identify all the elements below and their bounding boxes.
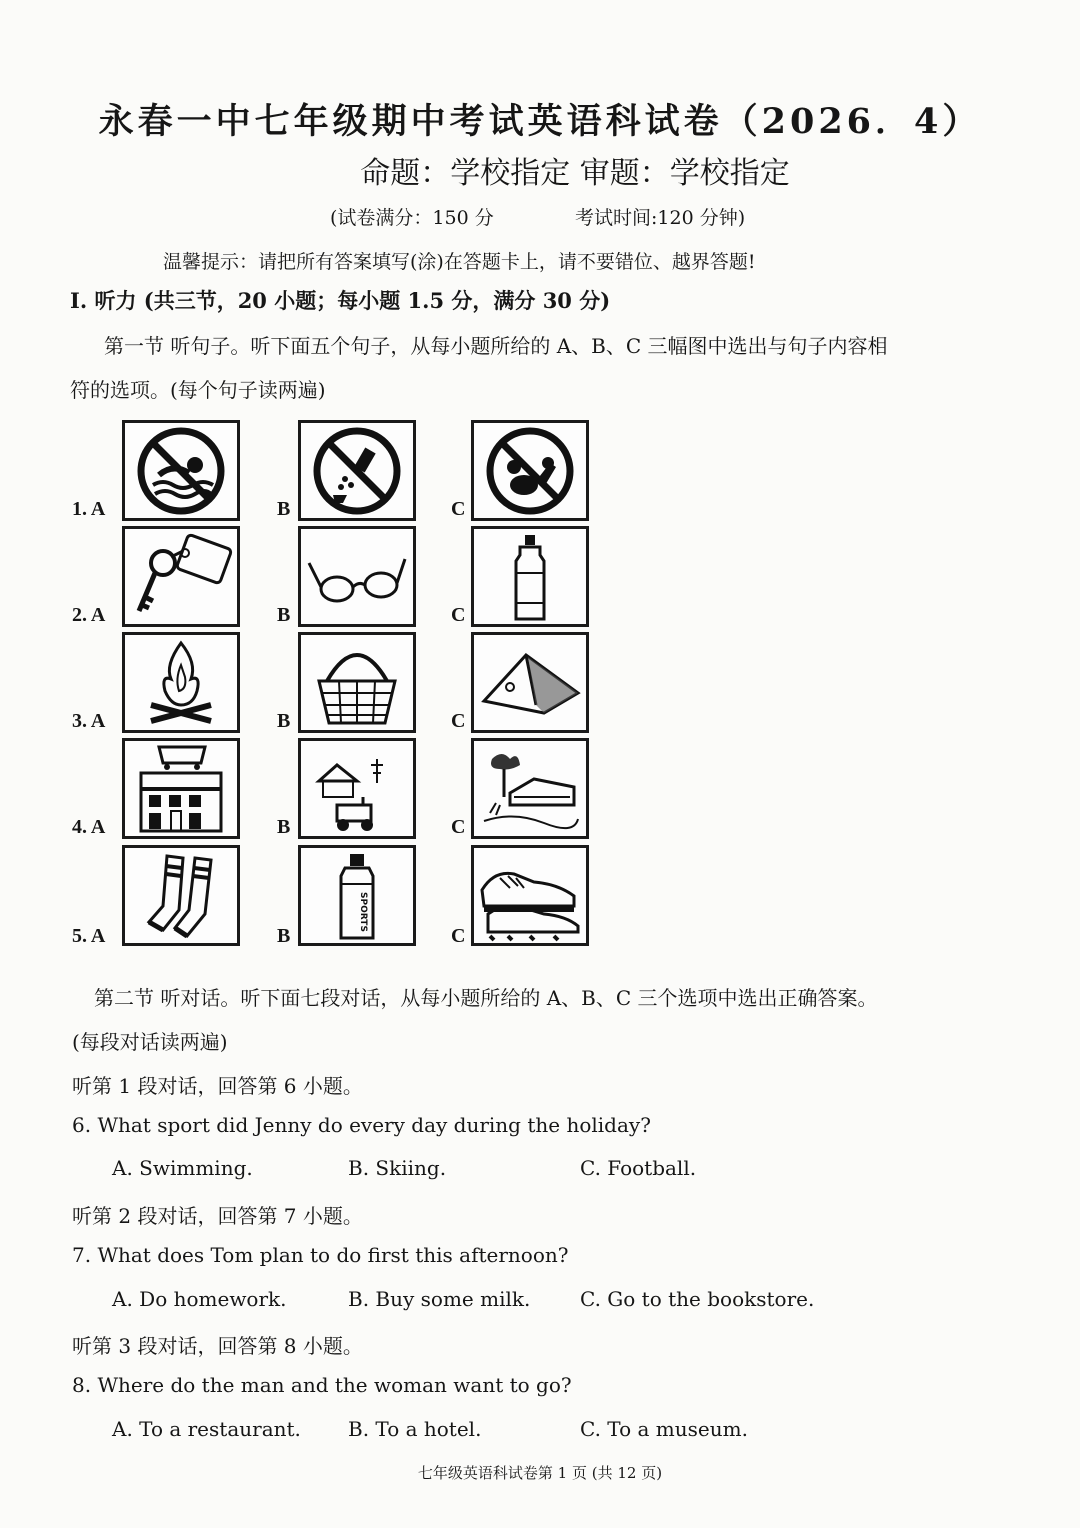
no-swimming-icon bbox=[122, 420, 240, 521]
option-a: A. Swimming. bbox=[112, 1156, 253, 1180]
option-c: C. To a museum. bbox=[580, 1417, 748, 1441]
section-heading-listening: I. 听力 (共三节，20 小题；每小题 1.5 分，满分 30 分) bbox=[70, 288, 611, 313]
row-label: 5. A bbox=[72, 925, 106, 947]
sneakers-icon bbox=[471, 845, 589, 946]
option-letter-b: B bbox=[277, 498, 291, 520]
exam-subtitle: 命题：学校指定 审题：学校指定 bbox=[360, 156, 790, 191]
row-label: 2. A bbox=[72, 604, 106, 626]
option-a: A. To a restaurant. bbox=[112, 1417, 301, 1441]
question-stem: 8. Where do the man and the woman want to go? bbox=[72, 1373, 572, 1397]
no-spraying-icon bbox=[298, 420, 416, 521]
campfire-icon bbox=[122, 632, 240, 733]
dialogue-intro: 听第 1 段对话，回答第 6 小题。 bbox=[72, 1074, 363, 1098]
option-letter-c: C bbox=[451, 498, 466, 520]
section1-instructions: 第一节 听句子。听下面五个句子，从每小题所给的 A、B、C 三幅图中选出与句子内容相 bbox=[104, 334, 888, 358]
question-stem: 7. What does Tom plan to do first this afternoon? bbox=[72, 1243, 569, 1267]
bottle-icon bbox=[471, 526, 589, 627]
glasses-icon bbox=[298, 526, 416, 627]
key-icon bbox=[122, 526, 240, 627]
option-letter-b: B bbox=[277, 816, 291, 838]
exam-tip: 温馨提示：请把所有答案填写(涂)在答题卡上，请不要错位、越界答题! bbox=[163, 251, 756, 273]
option-letter-b: B bbox=[277, 604, 291, 626]
option-b: B. Buy some milk. bbox=[348, 1287, 531, 1311]
no-dogs-icon bbox=[471, 420, 589, 521]
section2-instructions: 第二节 听对话。听下面七段对话，从每小题所给的 A、B、C 三个选项中选出正确答案。 bbox=[94, 986, 878, 1010]
option-letter-c: C bbox=[451, 925, 466, 947]
row-label: 3. A bbox=[72, 710, 106, 732]
option-letter-b: B bbox=[277, 925, 291, 947]
section1-instructions-cont: 符的选项。(每个句子读两遍) bbox=[70, 378, 326, 402]
exam-time: 考试时间:120 分钟) bbox=[575, 207, 746, 229]
exam-title: 永春一中七年级期中考试英语科试卷（2026．4） bbox=[98, 101, 982, 142]
bottle-label: SPORTS bbox=[358, 892, 368, 932]
village-icon bbox=[471, 738, 589, 839]
option-b: B. To a hotel. bbox=[348, 1417, 482, 1441]
page-footer: 七年级英语科试卷第 1 页 (共 12 页) bbox=[417, 1464, 663, 1482]
supermarket-icon bbox=[122, 738, 240, 839]
option-letter-c: C bbox=[451, 710, 466, 732]
option-letter-c: C bbox=[451, 604, 466, 626]
tent-icon bbox=[471, 632, 589, 733]
question-stem: 6. What sport did Jenny do every day during the holiday? bbox=[72, 1113, 651, 1137]
dialogue-intro: 听第 3 段对话，回答第 8 小题。 bbox=[72, 1334, 363, 1358]
option-b: B. Skiing. bbox=[348, 1156, 447, 1180]
option-a: A. Do homework. bbox=[112, 1287, 287, 1311]
option-letter-b: B bbox=[277, 710, 291, 732]
option-c: C. Go to the bookstore. bbox=[580, 1287, 815, 1311]
basket-icon bbox=[298, 632, 416, 733]
socks-icon bbox=[122, 845, 240, 946]
exam-score: (试卷满分：150 分 bbox=[330, 207, 494, 229]
section2-instructions-cont: (每段对话读两遍) bbox=[72, 1030, 228, 1054]
option-c: C. Football. bbox=[580, 1156, 697, 1180]
option-letter-c: C bbox=[451, 816, 466, 838]
dialogue-intro: 听第 2 段对话，回答第 7 小题。 bbox=[72, 1204, 363, 1228]
sports-bottle-icon bbox=[298, 845, 416, 946]
row-label: 1. A bbox=[72, 498, 106, 520]
farm-icon bbox=[298, 738, 416, 839]
row-label: 4. A bbox=[72, 816, 106, 838]
